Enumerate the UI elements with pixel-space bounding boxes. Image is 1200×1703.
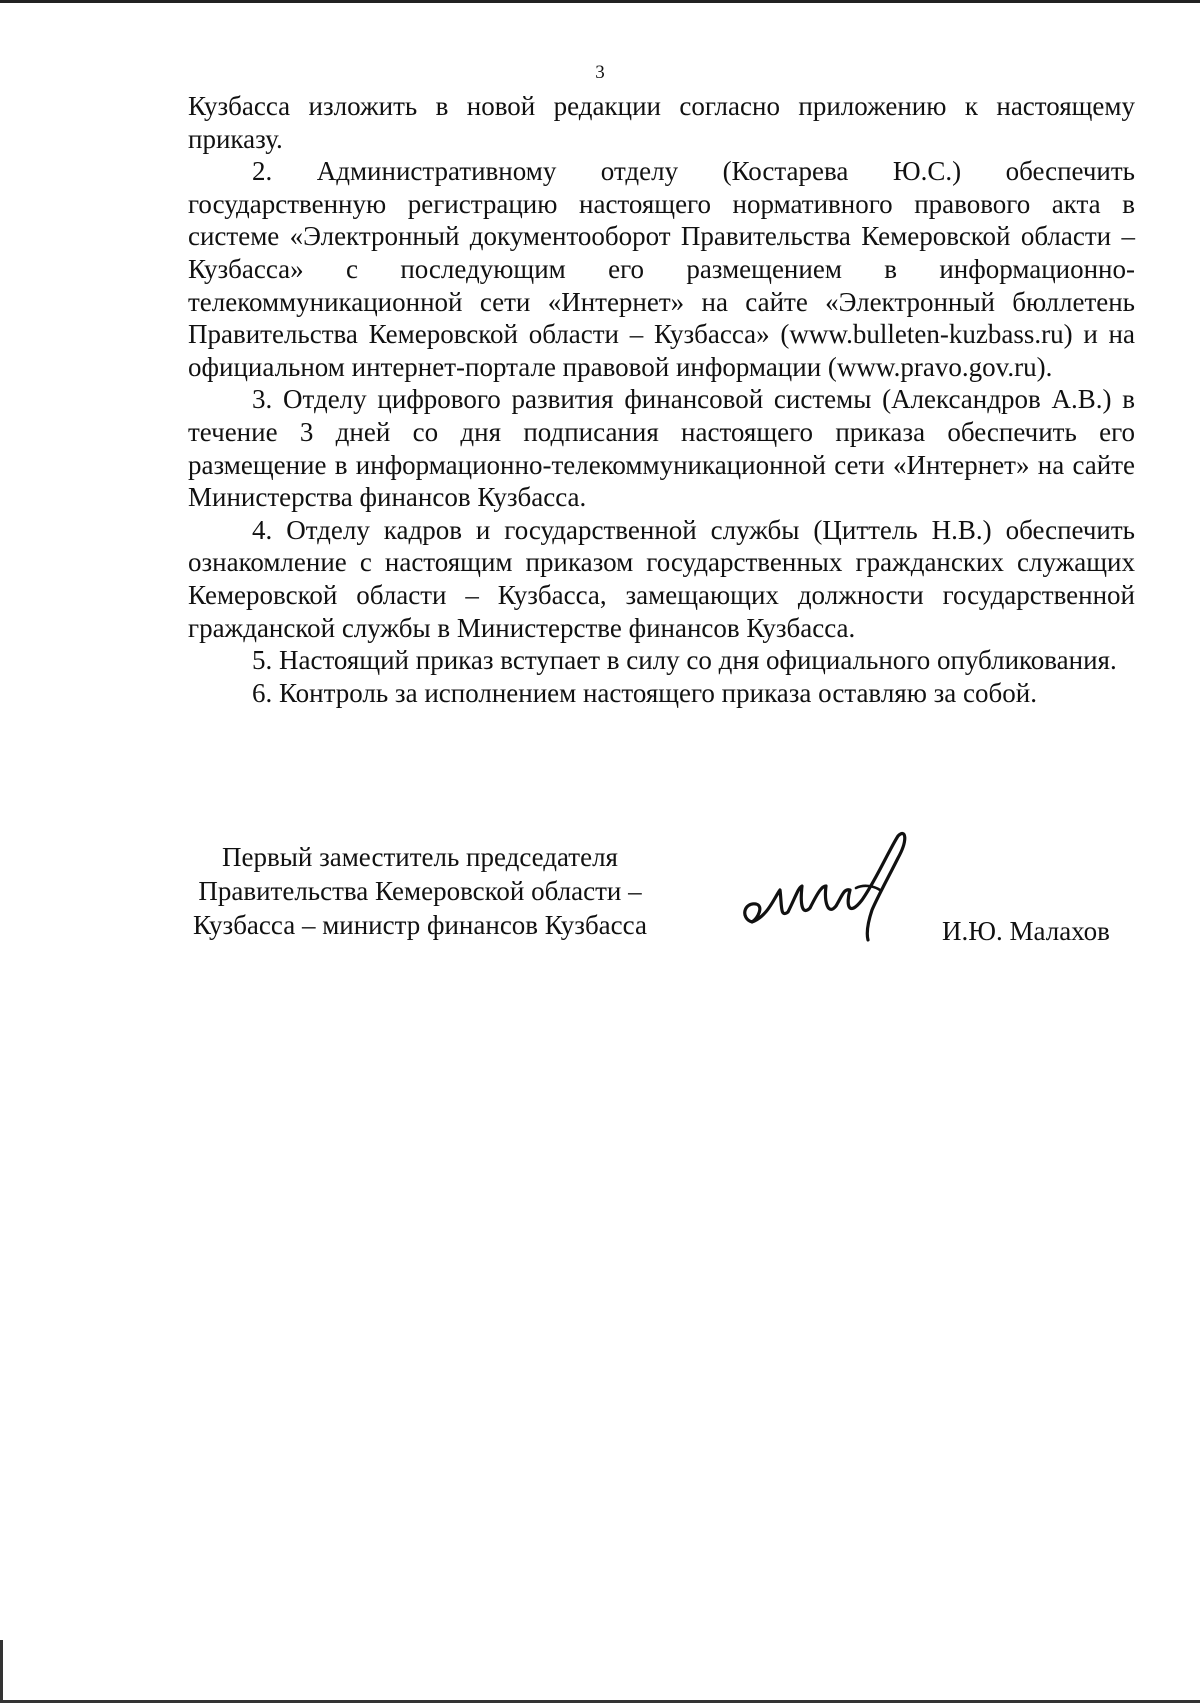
document-body bbox=[188, 90, 1135, 709]
paragraph-item-5: 5. Настоящий приказ вступает в силу со дня официального опубликования. bbox=[252, 645, 1117, 676]
position-line: Первый заместитель председателя bbox=[222, 842, 618, 872]
page-number: 3 bbox=[595, 62, 605, 83]
position-line: Кузбасса – министр финансов Кузбасса bbox=[193, 910, 647, 940]
scan-border-left bbox=[0, 1640, 3, 1703]
scan-border-top bbox=[0, 0, 1200, 3]
paragraph-item-3: 3. Отделу цифрового развития финансовой системы (Александров А.В.) в течение 3 дней со дня подписания настоящего приказа обеспечить его размещение в информационно-телекоммуникационной сети «Интернет» на сайте Министерства финансов Кузбасса. bbox=[188, 384, 1135, 513]
handwritten-signature bbox=[738, 826, 928, 946]
signer-name: И.Ю. Малахов bbox=[942, 916, 1110, 946]
position-line: Правительства Кемеровской области – bbox=[198, 876, 642, 906]
paragraph-continuation: Кузбасса изложить в новой редакции согласно приложению к настоящему приказу. bbox=[188, 91, 1135, 154]
paragraph-item-2: 2. Административному отделу (Костарева Ю.С.) обеспечить государственную регистрацию настоящего нормативного правового акта в системе «Электронный документооборот Правительства Кемеровской области – Кузбасса» с последующим его размещением в информационно-телекоммуникационной сети «Интернет» на сайте «Электронный бюллетень Правительства Кемеровской области – Кузбасса» (www.bulleten-kuzbass.ru) и на официальном интернет-портале правовой информации (www.pravo.gov.ru). bbox=[188, 156, 1135, 382]
signatory-position bbox=[170, 840, 670, 942]
paragraph-item-4: 4. Отделу кадров и государственной службы (Циттель Н.В.) обеспечить ознакомление с настоящим приказом государственных гражданских служащих Кемеровской области – Кузбасса, замещающих должности государственной гражданской службы в Министерстве финансов Кузбасса. bbox=[188, 514, 1135, 643]
paragraph-item-6: 6. Контроль за исполнением настоящего приказа оставляю за собой. bbox=[252, 677, 1037, 708]
